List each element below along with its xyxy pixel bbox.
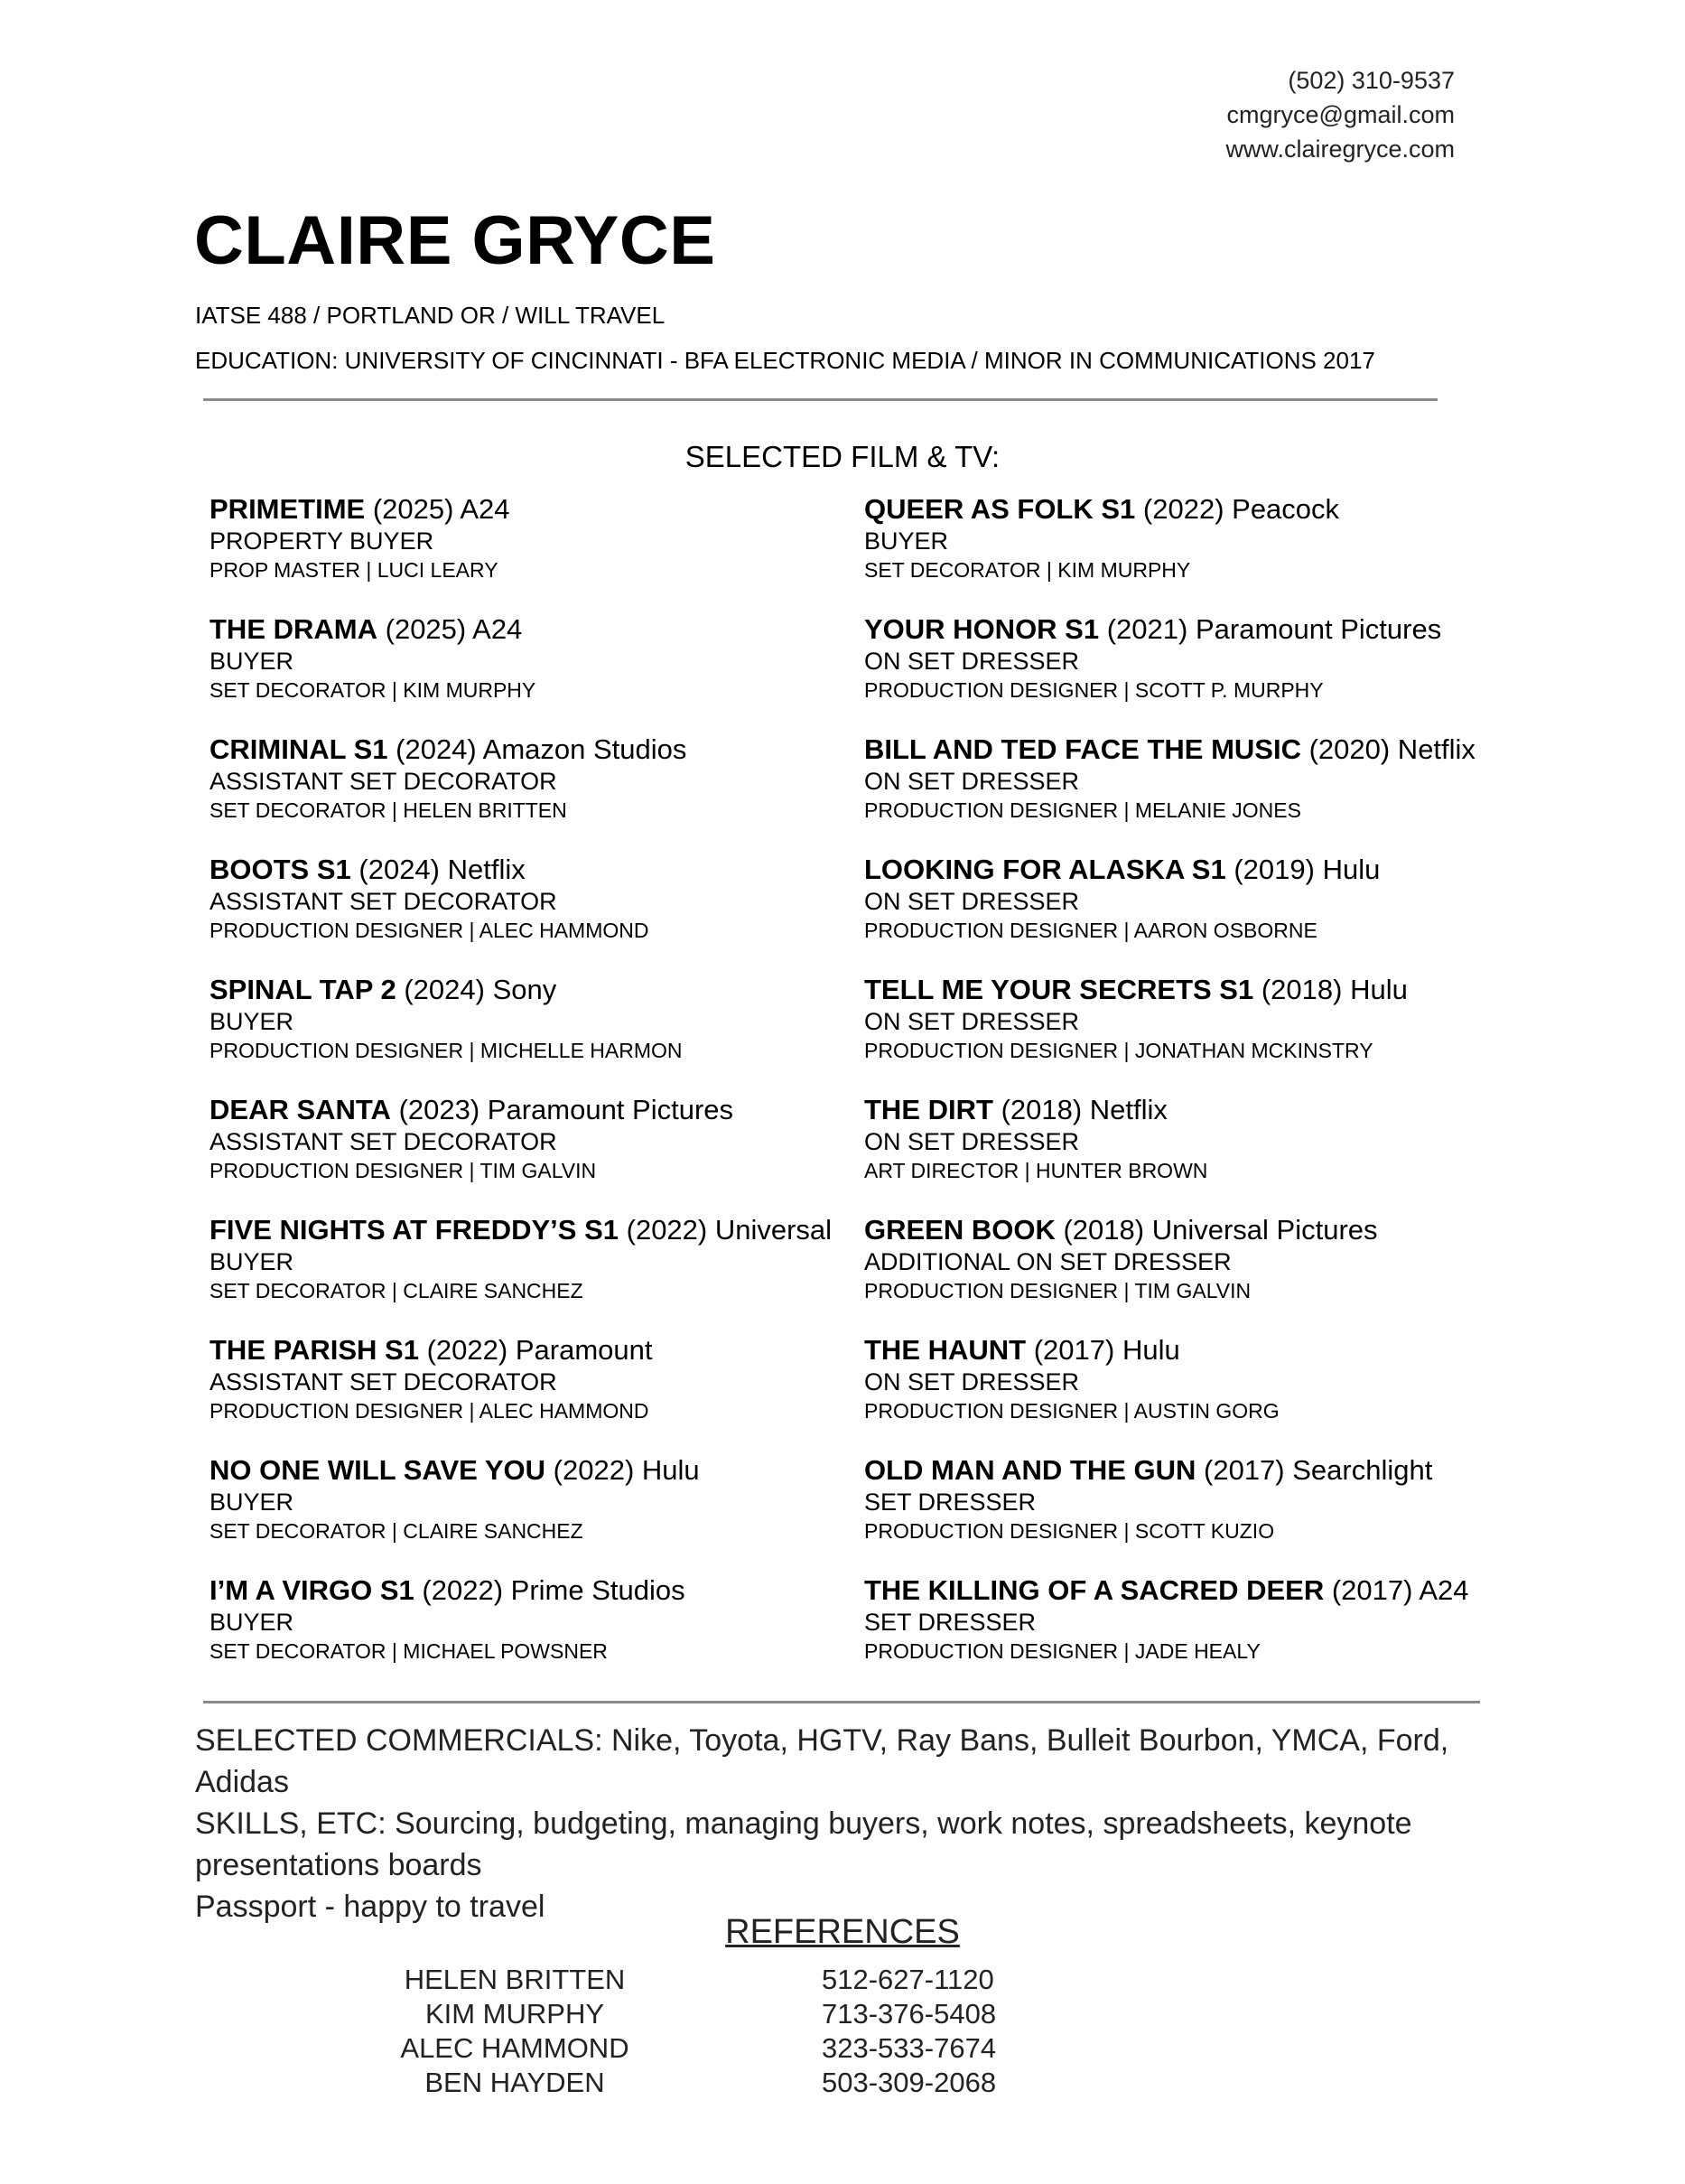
credit-role: BUYER (209, 1248, 294, 1275)
credit-dept: SET DECORATOR | CLAIRE SANCHEZ (209, 1279, 583, 1302)
credit-detail: (2017) Searchlight (1204, 1454, 1433, 1486)
credit-dept: PRODUCTION DESIGNER | ALEC HAMMOND (209, 919, 649, 942)
credit-role: BUYER (209, 648, 294, 675)
credit-item (209, 492, 864, 612)
credit-role: ON SET DRESSER (864, 768, 1080, 795)
reference-row (379, 1997, 996, 2031)
credit-detail: (2018) Universal Pictures (1063, 1214, 1378, 1246)
credit-item (864, 1213, 1483, 1333)
credit-title: THE DRAMA (209, 613, 377, 645)
credit-item (209, 1093, 864, 1213)
credit-item (209, 1453, 864, 1573)
credit-title: BILL AND TED FACE THE MUSIC (864, 733, 1301, 765)
credit-role: ASSISTANT SET DECORATOR (209, 768, 557, 795)
credit-detail: (2022) Paramount (426, 1334, 653, 1366)
credit-role: ON SET DRESSER (864, 888, 1080, 915)
credit-title: THE DIRT (864, 1094, 993, 1125)
misc-section (195, 1720, 1486, 1927)
credit-detail: (2024) Amazon Studios (396, 733, 687, 765)
credit-dept: SET DECORATOR | MICHAEL POWSNER (209, 1639, 608, 1663)
credit-title: YOUR HONOR S1 (864, 613, 1100, 645)
credit-role: ON SET DRESSER (864, 1008, 1080, 1035)
credit-detail: (2022) Hulu (553, 1454, 700, 1486)
credit-detail: (2021) Paramount Pictures (1106, 613, 1442, 645)
credit-title: DEAR SANTA (209, 1094, 391, 1125)
passport-line: Passport - happy to travel (195, 1890, 545, 1924)
credit-dept: SET DECORATOR | KIM MURPHY (864, 558, 1191, 582)
credit-dept: PRODUCTION DESIGNER | MELANIE JONES (864, 798, 1301, 822)
credit-title: FIVE NIGHTS AT FREDDY’S S1 (209, 1214, 619, 1246)
reference-phone: 323-533-7674 (822, 2032, 997, 2064)
header-divider (203, 398, 1438, 401)
credit-dept: PRODUCTION DESIGNER | AUSTIN GORG (864, 1399, 1280, 1423)
education-line: EDUCATION: UNIVERSITY OF CINCINNATI - BFA ELECTRONIC MEDIA / MINOR IN COMMUNICATIONS 2017 (195, 347, 1375, 374)
credit-detail: (2025) A24 (385, 613, 523, 645)
credit-detail: (2024) Sony (404, 974, 557, 1005)
reference-name: HELEN BRITTEN (404, 1964, 626, 1995)
credit-item (209, 1333, 864, 1453)
credit-item (209, 1213, 864, 1333)
credit-detail: (2017) A24 (1331, 1574, 1469, 1606)
contact-block (1225, 63, 1455, 166)
reference-phone: 512-627-1120 (822, 1964, 994, 1995)
credits-divider (203, 1701, 1480, 1703)
reference-row (379, 2066, 996, 2100)
credit-dept: PRODUCTION DESIGNER | JADE HEALY (864, 1639, 1261, 1663)
credit-detail: (2017) Hulu (1033, 1334, 1180, 1366)
credit-dept: PRODUCTION DESIGNER | ALEC HAMMOND (209, 1399, 649, 1423)
credits-grid (209, 492, 1483, 1694)
credit-title: NO ONE WILL SAVE YOU (209, 1454, 546, 1486)
skills-line: SKILLS, ETC: Sourcing, budgeting, managing buyers, work notes, spreadsheets, keynote presentations boards (195, 1806, 1412, 1882)
credit-detail: (2022) Prime Studios (422, 1574, 685, 1606)
credit-dept: PRODUCTION DESIGNER | AARON OSBORNE (864, 919, 1317, 942)
credit-title: QUEER AS FOLK S1 (864, 493, 1136, 525)
contact-website[interactable]: www.clairegryce.com (1225, 135, 1455, 163)
credit-item (209, 973, 864, 1093)
credit-item (864, 853, 1483, 973)
credit-title: OLD MAN AND THE GUN (864, 1454, 1196, 1486)
credit-role: ON SET DRESSER (864, 1128, 1080, 1155)
credit-dept: PRODUCTION DESIGNER | TIM GALVIN (209, 1159, 597, 1182)
credit-title: CRIMINAL S1 (209, 733, 388, 765)
credit-detail: (2020) Netflix (1308, 733, 1476, 765)
credit-detail: (2024) Netflix (358, 854, 526, 885)
credit-role: ASSISTANT SET DECORATOR (209, 888, 557, 915)
candidate-name: CLAIRE GRYCE (194, 202, 716, 279)
credit-dept: PRODUCTION DESIGNER | MICHELLE HARMON (209, 1039, 683, 1062)
credit-dept: PRODUCTION DESIGNER | JONATHAN MCKINSTRY (864, 1039, 1373, 1062)
credit-dept: PRODUCTION DESIGNER | SCOTT P. MURPHY (864, 678, 1324, 702)
credit-dept: SET DECORATOR | HELEN BRITTEN (209, 798, 567, 822)
credit-item (864, 733, 1483, 853)
credit-detail: (2018) Hulu (1261, 974, 1408, 1005)
union-line: IATSE 488 / PORTLAND OR / WILL TRAVEL (195, 302, 666, 329)
credit-item (864, 1453, 1483, 1573)
reference-name: KIM MURPHY (424, 1998, 605, 2030)
credit-role: BUYER (209, 1489, 294, 1516)
credit-dept: SET DECORATOR | CLAIRE SANCHEZ (209, 1519, 583, 1543)
credit-role: BUYER (209, 1008, 294, 1035)
credit-dept: PROP MASTER | LUCI LEARY (209, 558, 498, 582)
credit-title: PRIMETIME (209, 493, 366, 525)
credit-role: ON SET DRESSER (864, 1368, 1080, 1395)
credit-detail: (2022) Peacock (1142, 493, 1340, 525)
reference-phone: 713-376-5408 (822, 1998, 997, 2030)
credit-detail: (2018) Netflix (1001, 1094, 1168, 1125)
commercials-line: SELECTED COMMERCIALS: Nike, Toyota, HGTV, Ray Bans, Bulleit Bourbon, YMCA, Ford, Adidas (195, 1723, 1449, 1799)
credit-item (864, 612, 1483, 733)
credit-role: PROPERTY BUYER (209, 527, 434, 555)
credit-title: I’M A VIRGO S1 (209, 1574, 414, 1606)
credit-dept: SET DECORATOR | KIM MURPHY (209, 678, 536, 702)
credit-role: SET DRESSER (864, 1609, 1037, 1636)
credit-title: THE PARISH S1 (209, 1334, 419, 1366)
credit-dept: ART DIRECTOR | HUNTER BROWN (864, 1159, 1208, 1182)
reference-name: BEN HAYDEN (424, 2067, 605, 2098)
credit-item (864, 1573, 1483, 1694)
credit-role: ASSISTANT SET DECORATOR (209, 1128, 557, 1155)
credit-title: SPINAL TAP 2 (209, 974, 396, 1005)
reference-row (379, 1963, 996, 1997)
credit-role: BUYER (864, 527, 949, 555)
contact-email[interactable]: cmgryce@gmail.com (1226, 101, 1455, 128)
credit-dept: PRODUCTION DESIGNER | TIM GALVIN (864, 1279, 1252, 1302)
credit-detail: (2022) Universal (626, 1214, 833, 1246)
credit-role: ADDITIONAL ON SET DRESSER (864, 1248, 1232, 1275)
credit-title: THE HAUNT (864, 1334, 1027, 1366)
credit-role: SET DRESSER (864, 1489, 1037, 1516)
credit-item (864, 492, 1483, 612)
credit-item (209, 612, 864, 733)
credit-role: BUYER (209, 1609, 294, 1636)
references-list (379, 1963, 996, 2100)
reference-name: ALEC HAMMOND (400, 2032, 629, 2064)
credit-item (864, 973, 1483, 1093)
credit-title: LOOKING FOR ALASKA S1 (864, 854, 1226, 885)
credit-item (209, 853, 864, 973)
credit-detail: (2023) Paramount Pictures (398, 1094, 734, 1125)
credit-item (209, 733, 864, 853)
credit-title: THE KILLING OF A SACRED DEER (864, 1574, 1325, 1606)
credit-role: ON SET DRESSER (864, 648, 1080, 675)
credit-detail: (2025) A24 (372, 493, 510, 525)
credit-item (864, 1333, 1483, 1453)
references-title: REFERENCES (725, 1913, 960, 1951)
reference-row (379, 2031, 996, 2066)
credit-dept: PRODUCTION DESIGNER | SCOTT KUZIO (864, 1519, 1275, 1543)
credit-item (864, 1093, 1483, 1213)
credit-title: GREEN BOOK (864, 1214, 1056, 1246)
credit-title: TELL ME YOUR SECRETS S1 (864, 974, 1254, 1005)
credit-detail: (2019) Hulu (1233, 854, 1381, 885)
credit-title: BOOTS S1 (209, 854, 351, 885)
film-tv-section-title: SELECTED FILM & TV: (684, 440, 1001, 473)
reference-phone: 503-309-2068 (822, 2067, 997, 2098)
credit-role: ASSISTANT SET DECORATOR (209, 1368, 557, 1395)
credit-item (209, 1573, 864, 1694)
contact-phone: (502) 310-9537 (1288, 67, 1455, 94)
